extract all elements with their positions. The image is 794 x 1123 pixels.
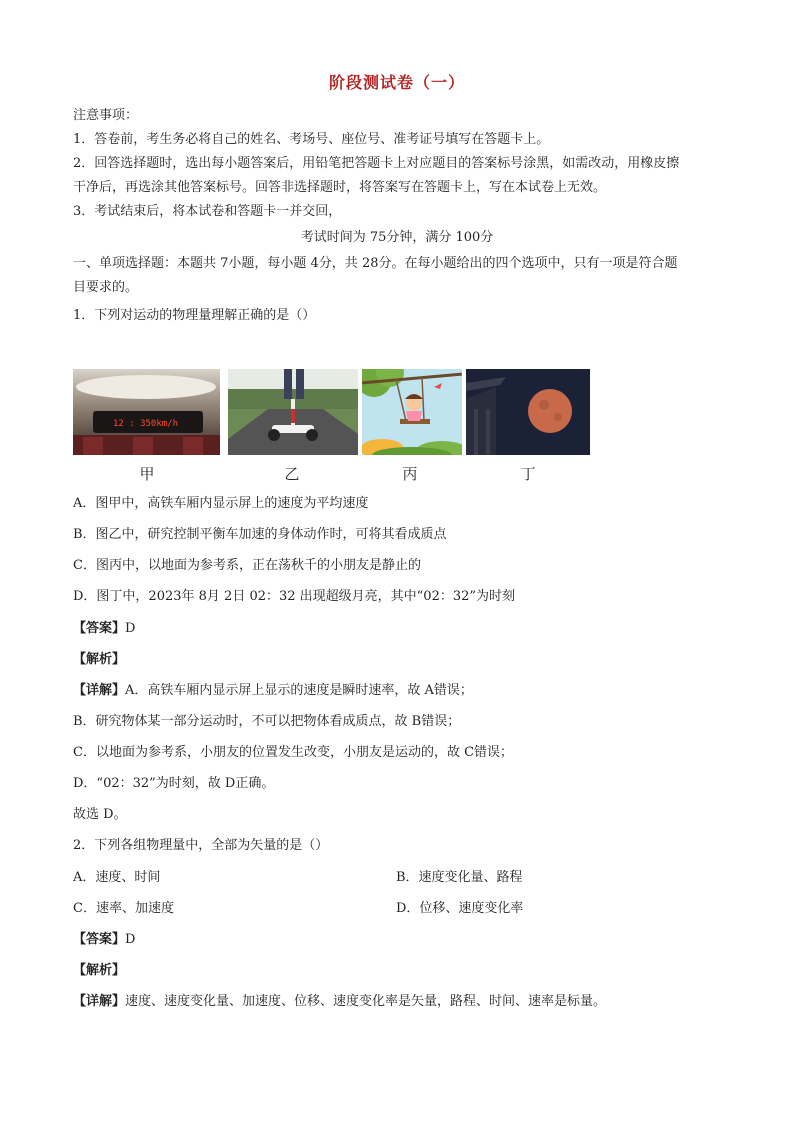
photo-caption-yi: 乙 <box>284 465 300 483</box>
answer-value: D <box>125 932 136 947</box>
train-speed-display: 12 : 350km/h <box>113 419 179 429</box>
q1-detail-a <box>73 679 723 703</box>
q1-option-c: C．图丙中，以地面为参考系，正在荡秋千的小朋友是静止的 <box>73 558 421 573</box>
q1-analysis-tag <box>73 648 723 672</box>
detail-text: A．高铁车厢内显示屏上显示的速度是瞬时速率，故 A错误； <box>125 683 473 698</box>
q2-detail <box>73 990 723 1014</box>
photo-caption-ding: 丁 <box>520 465 536 483</box>
notice-header: 注意事项： <box>73 108 139 123</box>
notice-item-2-line-1: 2．回答选择题时，选出每小题答案后，用铅笔把答题卡上对应题目的答案标号涂黑，如需改动，用橡皮擦 <box>73 156 680 171</box>
q2-option-c: C．速率、加速度 <box>73 901 174 916</box>
notice-item-1: 1．答卷前，考生务必将自己的姓名、考场号、座位号、准考证号填写在答题卡上。 <box>73 132 550 147</box>
photo-super-moon <box>466 369 590 455</box>
analysis-tag: 【解析】 <box>73 652 126 667</box>
exam-time: 考试时间为 75分钟，满分 100分 <box>300 230 494 245</box>
answer-tag: 【答案】 <box>73 932 126 947</box>
notice-item-3: 3．考试结束后，将本试卷和答题卡一并交回， <box>73 204 342 219</box>
detail-tag: 【详解】 <box>73 683 126 698</box>
q1-option-a: A．图甲中，高铁车厢内显示屏上的速度为平均速度 <box>73 496 369 511</box>
detail-text: 速度、速度变化量、加速度、位移、速度变化率是矢量，路程、时间、速率是标量。 <box>125 994 607 1009</box>
photo-balance-scooter <box>228 369 358 455</box>
q2-option-b: B．速度变化量、路程 <box>396 870 523 885</box>
q1-detail-b: B．研究物体某一部分运动时，不可以把物体看成质点，故 B错误； <box>73 714 461 729</box>
photo-caption-bing: 丙 <box>402 465 418 483</box>
answer-tag: 【答案】 <box>73 621 126 636</box>
photo-cartoon-swing <box>362 369 462 455</box>
question-1-stem: 1．下列对运动的物理量理解正确的是（） <box>73 308 316 323</box>
q2-answer <box>73 928 723 952</box>
question-2-stem: 2．下列各组物理量中，全部为矢量的是（） <box>73 838 329 853</box>
page-title: 阶段测试卷（一） <box>328 73 465 92</box>
q2-option-d: D．位移、速度变化率 <box>396 901 524 916</box>
answer-value: D <box>125 621 136 636</box>
photo-train-interior <box>73 369 220 455</box>
photo-caption-jia: 甲 <box>139 465 155 483</box>
q1-detail-c: C．以地面为参考系，小朋友的位置发生改变，小朋友是运动的，故 C错误； <box>73 745 514 760</box>
detail-tag: 【详解】 <box>73 994 126 1009</box>
section-heading-line-1: 一、单项选择题：本题共 7小题，每小题 4分，共 28分。在每小题给出的四个选项中，只有一项是符合题 <box>73 256 678 271</box>
q1-option-b: B．图乙中，研究控制平衡车加速的身体动作时，可将其看成质点 <box>73 527 447 542</box>
section-heading-line-2: 目要求的。 <box>73 280 139 295</box>
notice-item-2-line-2: 干净后，再选涂其他答案标号。回答非选择题时，将答案写在答题卡上，写在本试卷上无效。 <box>73 180 607 195</box>
q1-detail-d: D．“02：32”为时刻，故 D正确。 <box>73 776 275 791</box>
q1-conclusion: 故选 D。 <box>73 807 127 822</box>
q2-option-a: A．速度、时间 <box>73 870 161 885</box>
q1-answer <box>73 617 723 641</box>
q2-analysis-tag <box>73 959 723 983</box>
q1-option-d: D．图丁中，2023年 8月 2日 02：32 出现超级月亮，其中“02：32”为时刻 <box>73 589 516 604</box>
analysis-tag: 【解析】 <box>73 963 126 978</box>
